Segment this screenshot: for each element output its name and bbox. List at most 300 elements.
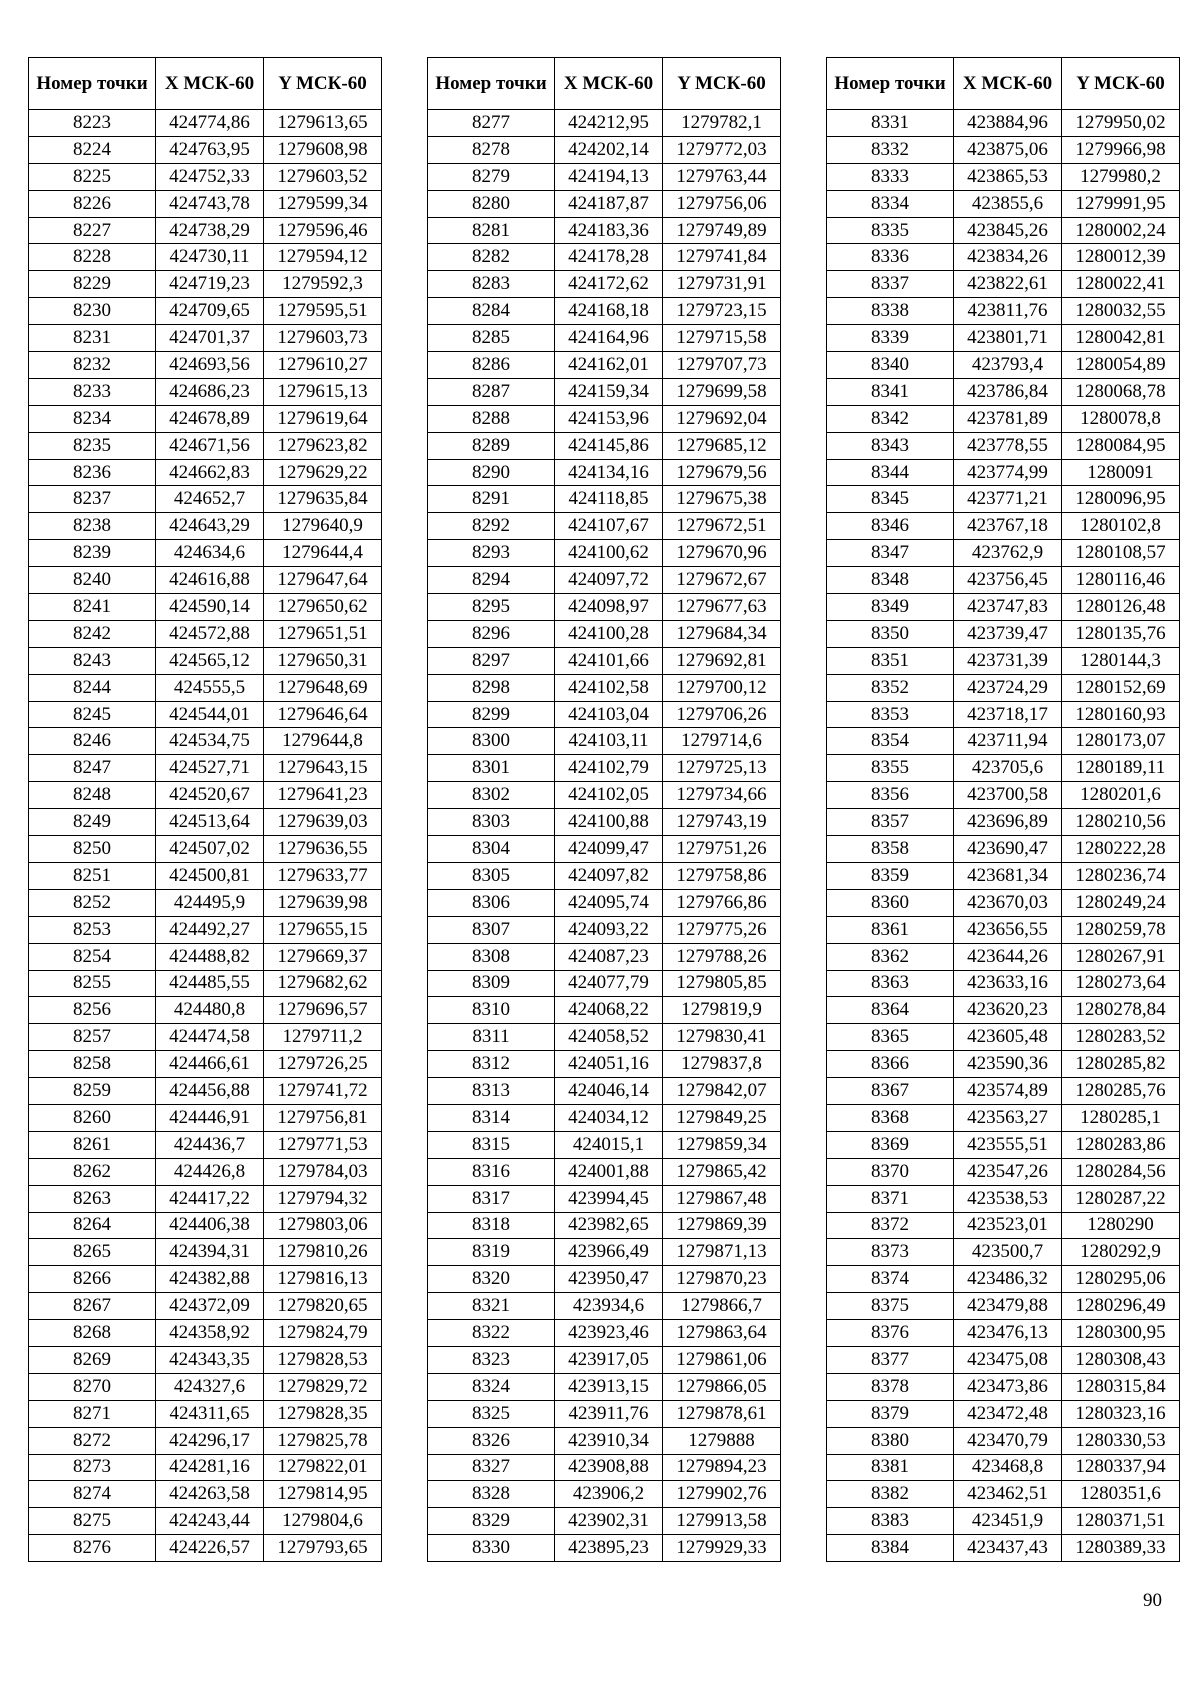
point-number-cell: 8308 (428, 943, 555, 970)
point-number-cell: 8363 (827, 970, 954, 997)
y-coordinate-cell: 1279603,73 (264, 325, 382, 352)
header-y: Y МСК-60 (663, 58, 781, 110)
y-coordinate-cell: 1280283,86 (1062, 1131, 1180, 1158)
table-row (29, 1454, 382, 1481)
point-number-cell: 8317 (428, 1185, 555, 1212)
x-coordinate-cell: 423855,6 (954, 190, 1062, 217)
y-coordinate-cell: 1280160,93 (1062, 701, 1180, 728)
y-coordinate-cell: 1279619,64 (264, 405, 382, 432)
y-coordinate-cell: 1279829,72 (264, 1373, 382, 1400)
y-coordinate-cell: 1279644,8 (264, 728, 382, 755)
point-number-cell: 8234 (29, 405, 156, 432)
point-number-cell: 8258 (29, 1051, 156, 1078)
table-row (827, 1400, 1180, 1427)
table-row (29, 943, 382, 970)
point-number-cell: 8331 (827, 110, 954, 137)
point-number-cell: 8364 (827, 997, 954, 1024)
table-row (827, 567, 1180, 594)
point-number-cell: 8270 (29, 1373, 156, 1400)
x-coordinate-cell: 423982,65 (555, 1212, 663, 1239)
x-coordinate-cell: 423762,9 (954, 540, 1062, 567)
x-coordinate-cell: 424555,5 (156, 674, 264, 701)
point-number-cell: 8259 (29, 1078, 156, 1105)
point-number-cell: 8298 (428, 674, 555, 701)
y-coordinate-cell: 1279837,8 (663, 1051, 781, 1078)
point-number-cell: 8378 (827, 1373, 954, 1400)
point-number-cell: 8344 (827, 459, 954, 486)
x-coordinate-cell: 424678,89 (156, 405, 264, 432)
y-coordinate-cell: 1280012,39 (1062, 244, 1180, 271)
y-coordinate-cell: 1280330,53 (1062, 1427, 1180, 1454)
x-coordinate-cell: 423884,96 (954, 110, 1062, 137)
table-row (827, 809, 1180, 836)
y-coordinate-cell: 1280287,22 (1062, 1185, 1180, 1212)
header-point-number: Номер точки (827, 58, 954, 110)
x-coordinate-cell: 424774,86 (156, 110, 264, 137)
table-row (428, 1427, 781, 1454)
x-coordinate-cell: 423437,43 (954, 1535, 1062, 1562)
y-coordinate-cell: 1279820,65 (264, 1293, 382, 1320)
y-coordinate-cell: 1279816,13 (264, 1266, 382, 1293)
y-coordinate-cell: 1279696,57 (264, 997, 382, 1024)
table-row (827, 1320, 1180, 1347)
y-coordinate-cell: 1279655,15 (264, 916, 382, 943)
x-coordinate-cell: 424172,62 (555, 271, 663, 298)
x-coordinate-cell: 423917,05 (555, 1346, 663, 1373)
x-coordinate-cell: 424194,13 (555, 163, 663, 190)
x-coordinate-cell: 423500,7 (954, 1239, 1062, 1266)
y-coordinate-cell: 1279913,58 (663, 1508, 781, 1535)
y-coordinate-cell: 1279633,77 (264, 862, 382, 889)
x-coordinate-cell: 423739,47 (954, 620, 1062, 647)
x-coordinate-cell: 423547,26 (954, 1158, 1062, 1185)
coordinate-table-1 (28, 57, 382, 1562)
y-coordinate-cell: 1279859,34 (663, 1131, 781, 1158)
y-coordinate-cell: 1280091 (1062, 459, 1180, 486)
table-row (428, 728, 781, 755)
table-row (428, 459, 781, 486)
y-coordinate-cell: 1279599,34 (264, 190, 382, 217)
x-coordinate-cell: 424159,34 (555, 378, 663, 405)
x-coordinate-cell: 424763,95 (156, 136, 264, 163)
y-coordinate-cell: 1279828,35 (264, 1400, 382, 1427)
point-number-cell: 8358 (827, 836, 954, 863)
header-x: X МСК-60 (954, 58, 1062, 110)
point-number-cell: 8271 (29, 1400, 156, 1427)
x-coordinate-cell: 424456,88 (156, 1078, 264, 1105)
table-row (29, 432, 382, 459)
table-row (428, 997, 781, 1024)
x-coordinate-cell: 423473,86 (954, 1373, 1062, 1400)
x-coordinate-cell: 424507,02 (156, 836, 264, 863)
y-coordinate-cell: 1279643,15 (264, 755, 382, 782)
table-row (29, 405, 382, 432)
table-row (428, 1158, 781, 1185)
point-number-cell: 8243 (29, 647, 156, 674)
y-coordinate-cell: 1280300,95 (1062, 1320, 1180, 1347)
y-coordinate-cell: 1280295,06 (1062, 1266, 1180, 1293)
table-row (428, 1212, 781, 1239)
y-coordinate-cell: 1280022,41 (1062, 271, 1180, 298)
y-coordinate-cell: 1280002,24 (1062, 217, 1180, 244)
table-row (428, 836, 781, 863)
point-number-cell: 8371 (827, 1185, 954, 1212)
table-row (29, 1346, 382, 1373)
table-row (29, 190, 382, 217)
point-number-cell: 8291 (428, 486, 555, 513)
y-coordinate-cell: 1279650,62 (264, 594, 382, 621)
y-coordinate-cell: 1279788,26 (663, 943, 781, 970)
point-number-cell: 8366 (827, 1051, 954, 1078)
x-coordinate-cell: 424077,79 (555, 970, 663, 997)
table-row (827, 862, 1180, 889)
table-row (428, 1293, 781, 1320)
table-row (428, 1508, 781, 1535)
y-coordinate-cell: 1280285,82 (1062, 1051, 1180, 1078)
x-coordinate-cell: 424281,16 (156, 1454, 264, 1481)
table-row (827, 943, 1180, 970)
x-coordinate-cell: 423479,88 (954, 1293, 1062, 1320)
table-row (827, 1266, 1180, 1293)
x-coordinate-cell: 423605,48 (954, 1024, 1062, 1051)
y-coordinate-cell: 1279871,13 (663, 1239, 781, 1266)
y-coordinate-cell: 1279842,07 (663, 1078, 781, 1105)
point-number-cell: 8288 (428, 405, 555, 432)
point-number-cell: 8383 (827, 1508, 954, 1535)
y-coordinate-cell: 1279623,82 (264, 432, 382, 459)
y-coordinate-cell: 1280371,51 (1062, 1508, 1180, 1535)
y-coordinate-cell: 1280189,11 (1062, 755, 1180, 782)
y-coordinate-cell: 1280126,48 (1062, 594, 1180, 621)
x-coordinate-cell: 424153,96 (555, 405, 663, 432)
table-row (827, 1427, 1180, 1454)
point-number-cell: 8349 (827, 594, 954, 621)
x-coordinate-cell: 424671,56 (156, 432, 264, 459)
y-coordinate-cell: 1279711,2 (264, 1024, 382, 1051)
y-coordinate-cell: 1279677,63 (663, 594, 781, 621)
x-coordinate-cell: 423690,47 (954, 836, 1062, 863)
table-row (428, 405, 781, 432)
x-coordinate-cell: 424263,58 (156, 1481, 264, 1508)
point-number-cell: 8294 (428, 567, 555, 594)
table-row (827, 1373, 1180, 1400)
x-coordinate-cell: 423656,55 (954, 916, 1062, 943)
y-coordinate-cell: 1279863,64 (663, 1320, 781, 1347)
y-coordinate-cell: 1279672,51 (663, 513, 781, 540)
x-coordinate-cell: 423771,21 (954, 486, 1062, 513)
point-number-cell: 8320 (428, 1266, 555, 1293)
x-coordinate-cell: 423906,2 (555, 1481, 663, 1508)
x-coordinate-cell: 424643,29 (156, 513, 264, 540)
table-row (29, 755, 382, 782)
y-coordinate-cell: 1280292,9 (1062, 1239, 1180, 1266)
table-row (827, 110, 1180, 137)
x-coordinate-cell: 424097,72 (555, 567, 663, 594)
x-coordinate-cell: 423767,18 (954, 513, 1062, 540)
point-number-cell: 8269 (29, 1346, 156, 1373)
point-number-cell: 8327 (428, 1454, 555, 1481)
x-coordinate-cell: 424565,12 (156, 647, 264, 674)
y-coordinate-cell: 1279758,86 (663, 862, 781, 889)
point-number-cell: 8339 (827, 325, 954, 352)
x-coordinate-cell: 424382,88 (156, 1266, 264, 1293)
point-number-cell: 8346 (827, 513, 954, 540)
x-coordinate-cell: 423574,89 (954, 1078, 1062, 1105)
x-coordinate-cell: 423902,31 (555, 1508, 663, 1535)
point-number-cell: 8328 (428, 1481, 555, 1508)
y-coordinate-cell: 1280278,84 (1062, 997, 1180, 1024)
y-coordinate-cell: 1280308,43 (1062, 1346, 1180, 1373)
point-number-cell: 8241 (29, 594, 156, 621)
table-row (29, 540, 382, 567)
header-x: X МСК-60 (555, 58, 663, 110)
point-number-cell: 8250 (29, 836, 156, 863)
y-coordinate-cell: 1279743,19 (663, 809, 781, 836)
x-coordinate-cell: 424652,7 (156, 486, 264, 513)
point-number-cell: 8231 (29, 325, 156, 352)
y-coordinate-cell: 1279849,25 (663, 1104, 781, 1131)
table-row (827, 1104, 1180, 1131)
table-row (827, 1535, 1180, 1562)
y-coordinate-cell: 1279684,34 (663, 620, 781, 647)
x-coordinate-cell: 424095,74 (555, 889, 663, 916)
y-coordinate-cell: 1280222,28 (1062, 836, 1180, 863)
x-coordinate-cell: 423731,39 (954, 647, 1062, 674)
y-coordinate-cell: 1279763,44 (663, 163, 781, 190)
y-coordinate-cell: 1279771,53 (264, 1131, 382, 1158)
y-coordinate-cell: 1279756,81 (264, 1104, 382, 1131)
y-coordinate-cell: 1280084,95 (1062, 432, 1180, 459)
x-coordinate-cell: 424226,57 (156, 1535, 264, 1562)
page-number: 90 (1143, 1590, 1162, 1611)
y-coordinate-cell: 1279594,12 (264, 244, 382, 271)
y-coordinate-cell: 1279749,89 (663, 217, 781, 244)
y-coordinate-cell: 1280337,94 (1062, 1454, 1180, 1481)
point-number-cell: 8264 (29, 1212, 156, 1239)
table-row (29, 916, 382, 943)
x-coordinate-cell: 423778,55 (954, 432, 1062, 459)
x-coordinate-cell: 423786,84 (954, 378, 1062, 405)
table-row (428, 567, 781, 594)
point-number-cell: 8293 (428, 540, 555, 567)
y-coordinate-cell: 1280078,8 (1062, 405, 1180, 432)
y-coordinate-cell: 1280201,6 (1062, 782, 1180, 809)
y-coordinate-cell: 1280267,91 (1062, 943, 1180, 970)
table-row (827, 1078, 1180, 1105)
x-coordinate-cell: 424485,55 (156, 970, 264, 997)
table-row (29, 1293, 382, 1320)
x-coordinate-cell: 424436,7 (156, 1131, 264, 1158)
x-coordinate-cell: 424590,14 (156, 594, 264, 621)
y-coordinate-cell: 1280259,78 (1062, 916, 1180, 943)
x-coordinate-cell: 424534,75 (156, 728, 264, 755)
y-coordinate-cell: 1280290 (1062, 1212, 1180, 1239)
x-coordinate-cell: 423476,13 (954, 1320, 1062, 1347)
x-coordinate-cell: 424343,35 (156, 1346, 264, 1373)
point-number-cell: 8367 (827, 1078, 954, 1105)
point-number-cell: 8277 (428, 110, 555, 137)
y-coordinate-cell: 1279804,6 (264, 1508, 382, 1535)
table-row (29, 271, 382, 298)
table-row (428, 190, 781, 217)
table-row (827, 620, 1180, 647)
point-number-cell: 8297 (428, 647, 555, 674)
x-coordinate-cell: 424015,1 (555, 1131, 663, 1158)
x-coordinate-cell: 423620,23 (954, 997, 1062, 1024)
x-coordinate-cell: 423681,34 (954, 862, 1062, 889)
y-coordinate-cell: 1280068,78 (1062, 378, 1180, 405)
point-number-cell: 8265 (29, 1239, 156, 1266)
x-coordinate-cell: 424394,31 (156, 1239, 264, 1266)
y-coordinate-cell: 1280054,89 (1062, 352, 1180, 379)
x-coordinate-cell: 424527,71 (156, 755, 264, 782)
y-coordinate-cell: 1279861,06 (663, 1346, 781, 1373)
point-number-cell: 8300 (428, 728, 555, 755)
table-row (428, 110, 781, 137)
table-row (29, 594, 382, 621)
x-coordinate-cell: 424107,67 (555, 513, 663, 540)
table-row (428, 701, 781, 728)
table-row (29, 136, 382, 163)
y-coordinate-cell: 1279675,38 (663, 486, 781, 513)
point-number-cell: 8314 (428, 1104, 555, 1131)
x-coordinate-cell: 423700,58 (954, 782, 1062, 809)
x-coordinate-cell: 424572,88 (156, 620, 264, 647)
point-number-cell: 8347 (827, 540, 954, 567)
x-coordinate-cell: 424187,87 (555, 190, 663, 217)
header-y: Y МСК-60 (1062, 58, 1180, 110)
x-coordinate-cell: 424372,09 (156, 1293, 264, 1320)
table-row (29, 1212, 382, 1239)
point-number-cell: 8244 (29, 674, 156, 701)
table-row (29, 1158, 382, 1185)
point-number-cell: 8356 (827, 782, 954, 809)
table-row (29, 513, 382, 540)
x-coordinate-cell: 424417,22 (156, 1185, 264, 1212)
table-row (29, 163, 382, 190)
x-coordinate-cell: 424474,58 (156, 1024, 264, 1051)
x-coordinate-cell: 423462,51 (954, 1481, 1062, 1508)
table-row (428, 244, 781, 271)
table-row (428, 674, 781, 701)
point-number-cell: 8249 (29, 809, 156, 836)
point-number-cell: 8334 (827, 190, 954, 217)
y-coordinate-cell: 1279669,37 (264, 943, 382, 970)
header-point-number: Номер точки (428, 58, 555, 110)
x-coordinate-cell: 423910,34 (555, 1427, 663, 1454)
y-coordinate-cell: 1279756,06 (663, 190, 781, 217)
x-coordinate-cell: 424492,27 (156, 916, 264, 943)
point-number-cell: 8304 (428, 836, 555, 863)
table-row (827, 1508, 1180, 1535)
x-coordinate-cell: 424480,8 (156, 997, 264, 1024)
point-number-cell: 8279 (428, 163, 555, 190)
y-coordinate-cell: 1279699,58 (663, 378, 781, 405)
y-coordinate-cell: 1279714,6 (663, 728, 781, 755)
x-coordinate-cell: 424093,22 (555, 916, 663, 943)
table-row (29, 1320, 382, 1347)
x-coordinate-cell: 424168,18 (555, 298, 663, 325)
coordinate-table-3 (826, 57, 1180, 1562)
y-coordinate-cell: 1279651,51 (264, 620, 382, 647)
y-coordinate-cell: 1279692,04 (663, 405, 781, 432)
x-coordinate-cell: 424406,38 (156, 1212, 264, 1239)
table-row (29, 486, 382, 513)
x-coordinate-cell: 424102,79 (555, 755, 663, 782)
table-row (827, 432, 1180, 459)
point-number-cell: 8251 (29, 862, 156, 889)
table-row (827, 244, 1180, 271)
y-coordinate-cell: 1280285,1 (1062, 1104, 1180, 1131)
point-number-cell: 8326 (428, 1427, 555, 1454)
point-number-cell: 8332 (827, 136, 954, 163)
point-number-cell: 8283 (428, 271, 555, 298)
y-coordinate-cell: 1279613,65 (264, 110, 382, 137)
y-coordinate-cell: 1279610,27 (264, 352, 382, 379)
table-row (29, 1266, 382, 1293)
point-number-cell: 8275 (29, 1508, 156, 1535)
x-coordinate-cell: 423895,23 (555, 1535, 663, 1562)
y-coordinate-cell: 1279670,96 (663, 540, 781, 567)
table-row (827, 997, 1180, 1024)
point-number-cell: 8233 (29, 378, 156, 405)
table-row (428, 862, 781, 889)
point-number-cell: 8325 (428, 1400, 555, 1427)
point-number-cell: 8360 (827, 889, 954, 916)
y-coordinate-cell: 1279980,2 (1062, 163, 1180, 190)
x-coordinate-cell: 423696,89 (954, 809, 1062, 836)
x-coordinate-cell: 423845,26 (954, 217, 1062, 244)
y-coordinate-cell: 1279775,26 (663, 916, 781, 943)
x-coordinate-cell: 424544,01 (156, 701, 264, 728)
x-coordinate-cell: 423563,27 (954, 1104, 1062, 1131)
table-row (428, 486, 781, 513)
y-coordinate-cell: 1279902,76 (663, 1481, 781, 1508)
point-number-cell: 8248 (29, 782, 156, 809)
y-coordinate-cell: 1280102,8 (1062, 513, 1180, 540)
point-number-cell: 8352 (827, 674, 954, 701)
table-row (827, 217, 1180, 244)
table-row (827, 728, 1180, 755)
point-number-cell: 8370 (827, 1158, 954, 1185)
y-coordinate-cell: 1279603,52 (264, 163, 382, 190)
x-coordinate-cell: 423811,76 (954, 298, 1062, 325)
point-number-cell: 8239 (29, 540, 156, 567)
y-coordinate-cell: 1279640,9 (264, 513, 382, 540)
point-number-cell: 8246 (29, 728, 156, 755)
y-coordinate-cell: 1279682,62 (264, 970, 382, 997)
x-coordinate-cell: 423913,15 (555, 1373, 663, 1400)
table-row (428, 755, 781, 782)
x-coordinate-cell: 424100,28 (555, 620, 663, 647)
point-number-cell: 8237 (29, 486, 156, 513)
table-row (29, 1508, 382, 1535)
table-row (428, 1454, 781, 1481)
table-row (428, 271, 781, 298)
table-row (428, 943, 781, 970)
x-coordinate-cell: 423801,71 (954, 325, 1062, 352)
x-coordinate-cell: 423486,32 (954, 1266, 1062, 1293)
table-row (428, 432, 781, 459)
table-row (428, 1346, 781, 1373)
point-number-cell: 8230 (29, 298, 156, 325)
x-coordinate-cell: 423590,36 (954, 1051, 1062, 1078)
y-coordinate-cell: 1279596,46 (264, 217, 382, 244)
point-number-cell: 8254 (29, 943, 156, 970)
table-row (29, 1373, 382, 1400)
table-row (428, 1078, 781, 1105)
x-coordinate-cell: 424046,14 (555, 1078, 663, 1105)
